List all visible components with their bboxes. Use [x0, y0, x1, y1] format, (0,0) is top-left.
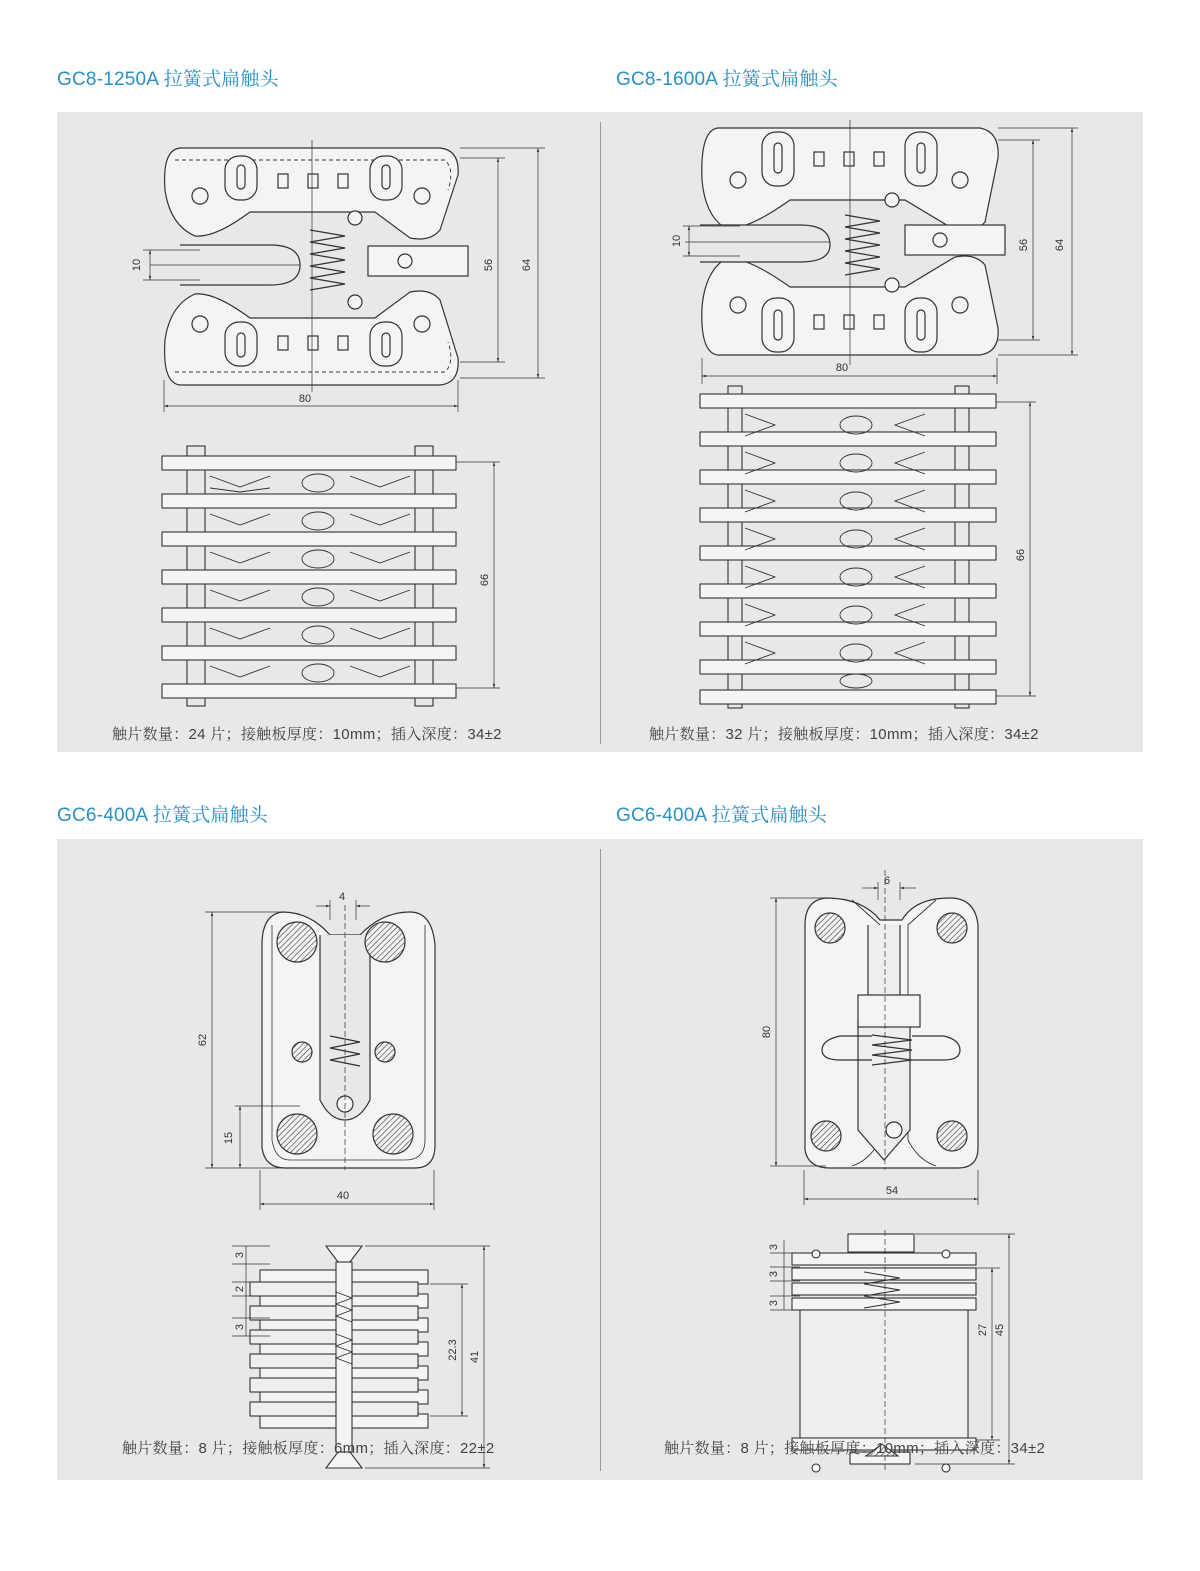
dim-t2-3: 2 — [234, 1285, 246, 1293]
gc8-1600a-side-stack — [700, 386, 1036, 708]
dim-depth-3: 22.3 — [447, 1339, 459, 1361]
spec-line-4: 触片数量：8 片；接触板厚度：10mm；插入深度：34±2 — [664, 1440, 1046, 1457]
dim-depth-4: 27 — [977, 1323, 989, 1337]
dim-t3-4: 3 — [768, 1299, 780, 1307]
spec-line-1: 触片数量：24 片；接触板厚度：10mm；插入深度：34±2 — [112, 726, 502, 743]
dim-gap-2: 10 — [671, 234, 683, 248]
product-title-2: GC8-1600A 拉簧式扁触头 — [616, 69, 838, 90]
dim-outer-height-1: 64 — [521, 258, 533, 272]
product-title-3: GC6-400A 拉簧式扁触头 — [57, 805, 268, 826]
dim-width-1: 80 — [298, 393, 312, 405]
dim-stack-height-1: 66 — [479, 573, 491, 587]
dim-stack-height-2: 66 — [1015, 548, 1027, 562]
dim-width-2: 80 — [835, 362, 849, 374]
spec-line-2: 触片数量：32 片；接触板厚度：10mm；插入深度：34±2 — [649, 726, 1039, 743]
dim-width-3: 40 — [336, 1190, 350, 1202]
dim-stack-height-4: 45 — [994, 1323, 1006, 1337]
dim-t3-3: 3 — [234, 1323, 246, 1331]
dim-inner-height-1: 56 — [483, 258, 495, 272]
gc8-1250a-top-view — [143, 140, 545, 412]
dim-width-4: 54 — [885, 1185, 899, 1197]
product-title-1: GC8-1250A 拉簧式扁触头 — [57, 69, 279, 90]
product-title-4: GC6-400A 拉簧式扁触头 — [616, 805, 827, 826]
spec-line-3: 触片数量：8 片；接触板厚度：6mm；插入深度：22±2 — [122, 1440, 495, 1457]
dim-gap-1: 10 — [131, 258, 143, 272]
gc6-400a-6mm-top-view — [205, 900, 435, 1210]
dim-height-3: 62 — [197, 1033, 209, 1047]
dim-t1-3: 3 — [234, 1251, 246, 1259]
gc6-400a-10mm-side-stack — [770, 1230, 1015, 1472]
dim-slot-4: 6 — [883, 875, 891, 887]
dim-stack-height-3: 41 — [469, 1350, 481, 1364]
dim-slot-3: 4 — [338, 891, 346, 903]
gc6-400a-10mm-top-view — [770, 870, 978, 1205]
dim-inner-height-2: 56 — [1018, 238, 1030, 252]
dim-lower-3: 15 — [223, 1131, 235, 1145]
dim-t1-4: 3 — [768, 1243, 780, 1251]
dim-height-4: 80 — [761, 1025, 773, 1039]
dim-t2-4: 3 — [768, 1270, 780, 1278]
gc8-1250a-side-stack — [162, 446, 500, 706]
dim-outer-height-2: 64 — [1054, 238, 1066, 252]
